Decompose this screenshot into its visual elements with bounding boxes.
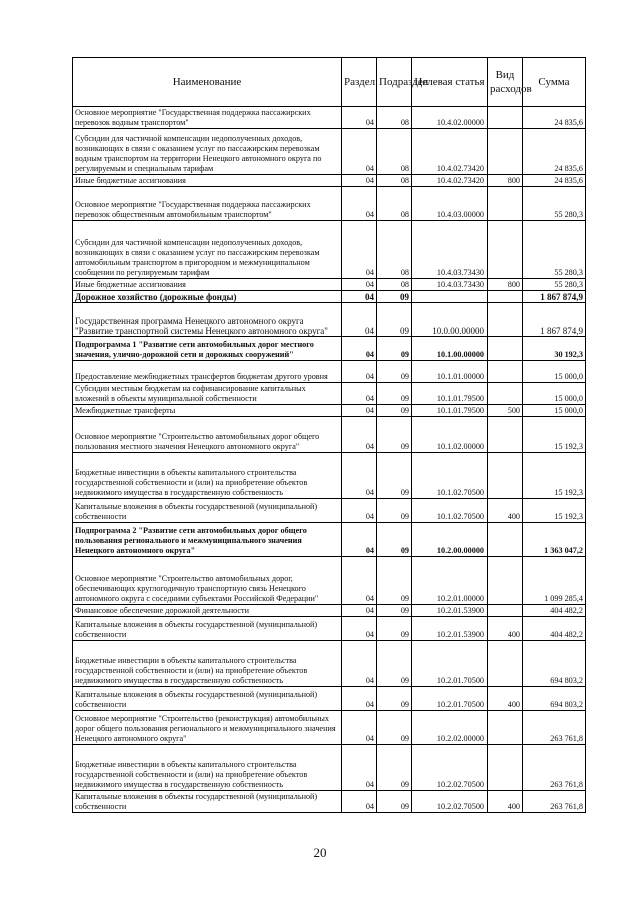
row-target-cell: 10.2.02.70500 bbox=[412, 745, 488, 791]
header-razdel: Раздел bbox=[342, 58, 377, 107]
row-razdel-cell: 04 bbox=[342, 221, 377, 279]
row-target-cell: 10.2.02.70500 bbox=[412, 791, 488, 813]
row-razdel-cell: 04 bbox=[342, 417, 377, 453]
row-sum-cell: 694 803,2 bbox=[523, 687, 586, 711]
header-vid: Вид расходов bbox=[488, 58, 523, 107]
row-vid-cell bbox=[488, 383, 523, 405]
row-podrazdel-cell: 09 bbox=[377, 711, 412, 745]
row-target-cell: 10.1.02.00000 bbox=[412, 417, 488, 453]
row-target-cell: 10.4.03.00000 bbox=[412, 187, 488, 221]
header-target: Целевая статья bbox=[412, 58, 488, 107]
row-podrazdel-cell: 08 bbox=[377, 279, 412, 291]
row-vid-cell bbox=[488, 337, 523, 361]
row-sum-cell: 15 000,0 bbox=[523, 405, 586, 417]
row-target-cell: 10.1.00.00000 bbox=[412, 337, 488, 361]
table-row bbox=[73, 337, 586, 361]
row-sum-cell: 1 099 285,4 bbox=[523, 557, 586, 605]
row-sum-cell: 694 803,2 bbox=[523, 641, 586, 687]
row-sum-cell: 24 835,6 bbox=[523, 175, 586, 187]
row-razdel-cell: 04 bbox=[342, 453, 377, 499]
row-razdel-cell: 04 bbox=[342, 303, 377, 337]
row-sum-cell: 263 761,8 bbox=[523, 745, 586, 791]
row-vid-cell bbox=[488, 605, 523, 617]
table-row bbox=[73, 291, 586, 303]
table-row bbox=[73, 279, 586, 291]
row-vid-cell bbox=[488, 523, 523, 557]
row-podrazdel-cell: 09 bbox=[377, 291, 412, 303]
row-razdel-cell: 04 bbox=[342, 291, 377, 303]
row-podrazdel-cell: 09 bbox=[377, 791, 412, 813]
row-vid-cell bbox=[488, 557, 523, 605]
row-podrazdel-cell: 09 bbox=[377, 361, 412, 383]
row-target-cell: 10.2.00.00000 bbox=[412, 523, 488, 557]
row-sum-cell: 55 280,3 bbox=[523, 221, 586, 279]
row-sum-cell: 263 761,8 bbox=[523, 711, 586, 745]
row-podrazdel-cell: 09 bbox=[377, 453, 412, 499]
row-podrazdel-cell: 09 bbox=[377, 745, 412, 791]
table-row bbox=[73, 187, 586, 221]
row-vid-cell bbox=[488, 417, 523, 453]
table-row bbox=[73, 499, 586, 523]
row-podrazdel-cell: 08 bbox=[377, 187, 412, 221]
row-target-cell: 10.2.01.00000 bbox=[412, 557, 488, 605]
table-row bbox=[73, 453, 586, 499]
row-podrazdel-cell: 09 bbox=[377, 523, 412, 557]
row-target-cell: 10.2.01.53900 bbox=[412, 605, 488, 617]
row-podrazdel-cell: 09 bbox=[377, 383, 412, 405]
budget-table-sheet bbox=[72, 57, 585, 813]
table-row bbox=[73, 745, 586, 791]
row-name-cell: Бюджетные инвестиции в объекты капитального строительства государственной собственности и (или) на приобретение объектов недвижимого имущества в государственную собственность bbox=[73, 745, 342, 791]
row-vid-cell: 400 bbox=[488, 499, 523, 523]
row-vid-cell: 400 bbox=[488, 687, 523, 711]
row-name-cell: Подпрограмма 2 "Развитие сети автомобильных дорог общего пользования регионального и межмуниципального значения Ненецкого автономного округа" bbox=[73, 523, 342, 557]
row-name-cell: Бюджетные инвестиции в объекты капитального строительства государственной собственности и (или) на приобретение объектов недвижимого имущества в государственную собственность bbox=[73, 641, 342, 687]
row-razdel-cell: 04 bbox=[342, 405, 377, 417]
row-vid-cell: 400 bbox=[488, 617, 523, 641]
row-sum-cell: 55 280,3 bbox=[523, 187, 586, 221]
row-podrazdel-cell: 09 bbox=[377, 499, 412, 523]
row-podrazdel-cell: 09 bbox=[377, 557, 412, 605]
row-name-cell: Основное мероприятие "Государственная поддержка пассажирских перевозок водным транспортом" bbox=[73, 107, 342, 129]
table-row bbox=[73, 361, 586, 383]
row-name-cell: Иные бюджетные ассигнования bbox=[73, 175, 342, 187]
row-target-cell: 10.1.02.70500 bbox=[412, 453, 488, 499]
row-target-cell: 10.1.02.70500 bbox=[412, 499, 488, 523]
row-name-cell: Капитальные вложения в объекты государственной (муниципальной) собственности bbox=[73, 499, 342, 523]
budget-table bbox=[72, 57, 586, 813]
table-row bbox=[73, 175, 586, 187]
row-podrazdel-cell: 08 bbox=[377, 221, 412, 279]
row-name-cell: Основное мероприятие "Строительство (реконструкция) автомобильных дорог общего пользования регионального и межмуниципального значения Ненецкого автономного округа" bbox=[73, 711, 342, 745]
row-razdel-cell: 04 bbox=[342, 337, 377, 361]
row-razdel-cell: 04 bbox=[342, 711, 377, 745]
row-name-cell: Иные бюджетные ассигнования bbox=[73, 279, 342, 291]
row-target-cell: 10.2.01.70500 bbox=[412, 687, 488, 711]
table-row bbox=[73, 523, 586, 557]
row-name-cell: Дорожное хозяйство (дорожные фонды) bbox=[73, 291, 342, 303]
row-razdel-cell: 04 bbox=[342, 383, 377, 405]
row-sum-cell: 15 192,3 bbox=[523, 453, 586, 499]
row-target-cell: 10.2.02.00000 bbox=[412, 711, 488, 745]
row-vid-cell bbox=[488, 361, 523, 383]
row-target-cell: 10.4.02.73420 bbox=[412, 175, 488, 187]
header-sum: Сумма bbox=[523, 58, 586, 107]
row-razdel-cell: 04 bbox=[342, 687, 377, 711]
row-podrazdel-cell: 09 bbox=[377, 617, 412, 641]
row-podrazdel-cell: 08 bbox=[377, 175, 412, 187]
row-name-cell: Субсидии для частичной компенсации недополученных доходов, возникающих в связи с оказанием услуг по пассажирским перевозкам автомобильным транспортом в пригородном и межмуниципальном сообщении по регулируемым тарифам bbox=[73, 221, 342, 279]
row-name-cell: Основное мероприятие "Строительство автомобильных дорог, обеспечивающих круглогодичную транспортную связь Ненецкого автономного округа с соседними субъектами Российской Федерации" bbox=[73, 557, 342, 605]
row-sum-cell: 30 192,3 bbox=[523, 337, 586, 361]
row-target-cell: 10.4.03.73430 bbox=[412, 279, 488, 291]
row-sum-cell: 263 761,8 bbox=[523, 791, 586, 813]
table-row bbox=[73, 303, 586, 337]
row-razdel-cell: 04 bbox=[342, 523, 377, 557]
table-row bbox=[73, 687, 586, 711]
row-sum-cell: 1 363 047,2 bbox=[523, 523, 586, 557]
row-target-cell: 10.0.00.00000 bbox=[412, 303, 488, 337]
table-row bbox=[73, 617, 586, 641]
row-vid-cell bbox=[488, 129, 523, 175]
table-body bbox=[73, 107, 586, 813]
row-target-cell: 10.4.02.73420 bbox=[412, 129, 488, 175]
row-sum-cell: 55 280,3 bbox=[523, 279, 586, 291]
header-name: Наименование bbox=[73, 58, 342, 107]
row-vid-cell: 800 bbox=[488, 175, 523, 187]
row-podrazdel-cell: 09 bbox=[377, 417, 412, 453]
row-name-cell: Основное мероприятие "Государственная поддержка пассажирских перевозок общественным автомобильным транспортом" bbox=[73, 187, 342, 221]
row-name-cell: Финансовое обеспечение дорожной деятельности bbox=[73, 605, 342, 617]
row-target-cell: 10.4.03.73430 bbox=[412, 221, 488, 279]
row-razdel-cell: 04 bbox=[342, 175, 377, 187]
row-name-cell: Капитальные вложения в объекты государственной (муниципальной) собственности bbox=[73, 617, 342, 641]
row-sum-cell: 1 867 874,9 bbox=[523, 291, 586, 303]
row-target-cell: 10.2.01.53900 bbox=[412, 617, 488, 641]
row-sum-cell: 404 482,2 bbox=[523, 605, 586, 617]
row-target-cell: 10.4.02.00000 bbox=[412, 107, 488, 129]
row-name-cell: Межбюджетные трансферты bbox=[73, 405, 342, 417]
row-razdel-cell: 04 bbox=[342, 641, 377, 687]
row-razdel-cell: 04 bbox=[342, 499, 377, 523]
row-vid-cell bbox=[488, 221, 523, 279]
row-name-cell: Предоставление межбюджетных трансфертов бюджетам другого уровня bbox=[73, 361, 342, 383]
page-number: 20 bbox=[313, 845, 327, 860]
table-row bbox=[73, 557, 586, 605]
table-row bbox=[73, 383, 586, 405]
row-sum-cell: 24 835,6 bbox=[523, 129, 586, 175]
row-razdel-cell: 04 bbox=[342, 617, 377, 641]
row-name-cell: Капитальные вложения в объекты государственной (муниципальной) собственности bbox=[73, 791, 342, 813]
row-vid-cell bbox=[488, 107, 523, 129]
row-vid-cell bbox=[488, 291, 523, 303]
table-row bbox=[73, 711, 586, 745]
row-razdel-cell: 04 bbox=[342, 745, 377, 791]
row-podrazdel-cell: 09 bbox=[377, 405, 412, 417]
row-name-cell: Основное мероприятие "Строительство автомобильных дорог общего пользования местного значения Ненецкого автономного округа" bbox=[73, 417, 342, 453]
row-name-cell: Капитальные вложения в объекты государственной (муниципальной) собственности bbox=[73, 687, 342, 711]
row-vid-cell bbox=[488, 453, 523, 499]
row-sum-cell: 24 835,6 bbox=[523, 107, 586, 129]
table-row bbox=[73, 791, 586, 813]
row-vid-cell bbox=[488, 745, 523, 791]
table-row bbox=[73, 605, 586, 617]
row-sum-cell: 15 192,3 bbox=[523, 417, 586, 453]
row-razdel-cell: 04 bbox=[342, 791, 377, 813]
row-vid-cell: 500 bbox=[488, 405, 523, 417]
row-razdel-cell: 04 bbox=[342, 361, 377, 383]
row-razdel-cell: 04 bbox=[342, 557, 377, 605]
table-row bbox=[73, 221, 586, 279]
row-vid-cell bbox=[488, 641, 523, 687]
row-name-cell: Субсидии для частичной компенсации недополученных доходов, возникающих в связи с оказанием услуг по пассажирским перевозкам водным транспортом на территории Ненецкого автономного округа по регулируемым и специальным тарифам bbox=[73, 129, 342, 175]
table-row bbox=[73, 641, 586, 687]
row-vid-cell bbox=[488, 187, 523, 221]
row-razdel-cell: 04 bbox=[342, 279, 377, 291]
row-name-cell: Государственная программа Ненецкого автономного округа "Развитие транспортной системы Ненецкого автономного округа" bbox=[73, 303, 342, 337]
row-name-cell: Бюджетные инвестиции в объекты капитального строительства государственной собственности и (или) на приобретение объектов недвижимого имущества в государственную собственность bbox=[73, 453, 342, 499]
row-podrazdel-cell: 08 bbox=[377, 107, 412, 129]
table-header-row bbox=[73, 58, 586, 107]
row-razdel-cell: 04 bbox=[342, 605, 377, 617]
row-sum-cell: 1 867 874,9 bbox=[523, 303, 586, 337]
row-podrazdel-cell: 09 bbox=[377, 687, 412, 711]
header-podrazdel: Подраздел bbox=[377, 58, 412, 107]
row-vid-cell: 800 bbox=[488, 279, 523, 291]
row-sum-cell: 404 482,2 bbox=[523, 617, 586, 641]
table-row bbox=[73, 405, 586, 417]
row-podrazdel-cell: 09 bbox=[377, 303, 412, 337]
row-podrazdel-cell: 09 bbox=[377, 605, 412, 617]
row-sum-cell: 15 000,0 bbox=[523, 383, 586, 405]
row-razdel-cell: 04 bbox=[342, 129, 377, 175]
row-vid-cell: 400 bbox=[488, 791, 523, 813]
table-row bbox=[73, 129, 586, 175]
row-podrazdel-cell: 09 bbox=[377, 641, 412, 687]
row-target-cell: 10.1.01.00000 bbox=[412, 361, 488, 383]
row-name-cell: Субсидии местным бюджетам на софинансирование капитальных вложений в объекты муниципальной собственности bbox=[73, 383, 342, 405]
row-name-cell: Подпрограмма 1 "Развитие сети автомобильных дорог местного значения, улично-дорожной сети и дорожных сооружений" bbox=[73, 337, 342, 361]
row-sum-cell: 15 000,0 bbox=[523, 361, 586, 383]
row-podrazdel-cell: 09 bbox=[377, 337, 412, 361]
row-vid-cell bbox=[488, 303, 523, 337]
row-target-cell: 10.2.01.70500 bbox=[412, 641, 488, 687]
table-row bbox=[73, 107, 586, 129]
row-target-cell: 10.1.01.79500 bbox=[412, 405, 488, 417]
row-sum-cell: 15 192,3 bbox=[523, 499, 586, 523]
row-target-cell bbox=[412, 291, 488, 303]
row-razdel-cell: 04 bbox=[342, 107, 377, 129]
row-razdel-cell: 04 bbox=[342, 187, 377, 221]
row-vid-cell bbox=[488, 711, 523, 745]
row-podrazdel-cell: 08 bbox=[377, 129, 412, 175]
table-row bbox=[73, 417, 586, 453]
row-target-cell: 10.1.01.79500 bbox=[412, 383, 488, 405]
